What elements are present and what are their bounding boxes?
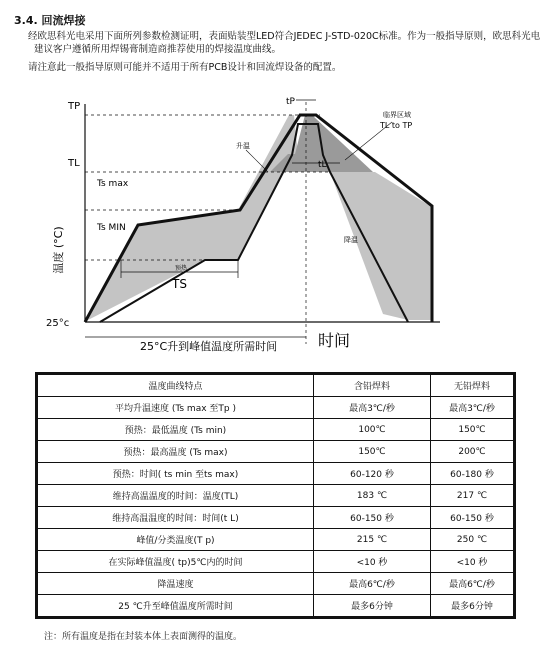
table-row — [37, 551, 515, 573]
table-cell: 最高3℃/秒 — [431, 397, 515, 419]
time-axis-label: 时间 — [318, 331, 351, 350]
table-cell: 200℃ — [431, 441, 515, 463]
header-lead-free: 无铅焊料 — [431, 374, 515, 397]
table-row — [37, 441, 515, 463]
table-cell: 60-150 秒 — [314, 507, 431, 529]
table-cell: 最高3℃/秒 — [314, 397, 431, 419]
table-row — [37, 419, 515, 441]
table-cell: 最多6分钟 — [314, 595, 431, 618]
table-cell: 预热：最低温度 (Ts min) — [37, 419, 314, 441]
table-header-row — [37, 374, 515, 397]
table-cell: 平均升温速度 (Ts max 至Tp ) — [37, 397, 314, 419]
table-row — [37, 507, 515, 529]
tsmax-label: Ts max — [97, 179, 129, 189]
table-cell: <10 秒 — [431, 551, 515, 573]
table-cell: 250 ℃ — [431, 529, 515, 551]
ramp-down-label: 降温 — [344, 236, 358, 244]
header-feature: 温度曲线特点 — [37, 374, 314, 397]
intro-line-3: 请注意此一般指导原则可能并不适用于所有PCB设计和回流焊设备的配置。 — [28, 62, 342, 73]
table-cell: 60-120 秒 — [314, 463, 431, 485]
tl-label: TL — [68, 158, 80, 169]
table-cell: 峰值/分类温度(T p) — [37, 529, 314, 551]
table-row — [37, 463, 515, 485]
table-cell: 150℃ — [314, 441, 431, 463]
table-cell: <10 秒 — [314, 551, 431, 573]
critical-zone-label-2: TL to TP — [380, 121, 413, 130]
reflow-spec-table — [35, 372, 516, 619]
table-cell: 降温速度 — [37, 573, 314, 595]
y-axis-label: 温度 (°C) — [52, 226, 65, 274]
table-cell: 215 ℃ — [314, 529, 431, 551]
table-row — [37, 573, 515, 595]
table-cell: 60-150 秒 — [431, 507, 515, 529]
ts-label: TS — [172, 277, 187, 291]
table-cell: 在实际峰值温度( tp)5℃内的时间 — [37, 551, 314, 573]
table-cell: 60-180 秒 — [431, 463, 515, 485]
header-leaded: 含铅焊料 — [314, 374, 431, 397]
table-cell: 最高6℃/秒 — [431, 573, 515, 595]
tp-time-label: tP — [286, 97, 295, 107]
table-cell: 最高6℃/秒 — [314, 573, 431, 595]
tl-time-label: tL — [318, 160, 327, 170]
t25-label: 25°c — [46, 318, 70, 329]
table-cell: 150℃ — [431, 419, 515, 441]
table-cell: 预热：最高温度 (Ts max) — [37, 441, 314, 463]
intro-line-2: 建议客户遵循所用焊锡膏制造商推荐使用的焊接温度曲线。 — [34, 44, 282, 55]
preheat-label: 预热 — [175, 265, 188, 272]
table-cell: 预热：时间( ts min 至ts max) — [37, 463, 314, 485]
table-cell: 217 ℃ — [431, 485, 515, 507]
table-row — [37, 529, 515, 551]
table-cell: 最多6分钟 — [431, 595, 515, 618]
table-cell: 维持高温温度的时间：时间(t L) — [37, 507, 314, 529]
table-row — [37, 595, 515, 618]
intro-line-1: 经欧思科光电采用下面所列参数检测证明，表面贴装型LED符合JEDEC J-STD-020C标准。作为一般指导原则，欧思科光电 — [28, 31, 541, 42]
table-row — [37, 397, 515, 419]
tsmin-label: Ts MIN — [97, 223, 126, 233]
critical-zone-label-1: 临界区域 — [383, 111, 411, 119]
table-cell: 维持高温温度的时间：温度(TL) — [37, 485, 314, 507]
to-peak-label: 25°C升到峰值温度所需时间 — [140, 340, 278, 353]
footnote: 注：所有温度是指在封装本体上表面测得的温度。 — [44, 632, 243, 642]
tp-label: TP — [68, 101, 81, 112]
ramp-up-label: 升温 — [236, 142, 250, 150]
section-title: 3.4. 回流焊接 — [14, 14, 86, 27]
reflow-profile-diagram — [0, 82, 554, 367]
table-cell: 25 ℃升至峰值温度所需时间 — [37, 595, 314, 618]
table-cell: 100℃ — [314, 419, 431, 441]
table-cell: 183 ℃ — [314, 485, 431, 507]
table-row — [37, 485, 515, 507]
